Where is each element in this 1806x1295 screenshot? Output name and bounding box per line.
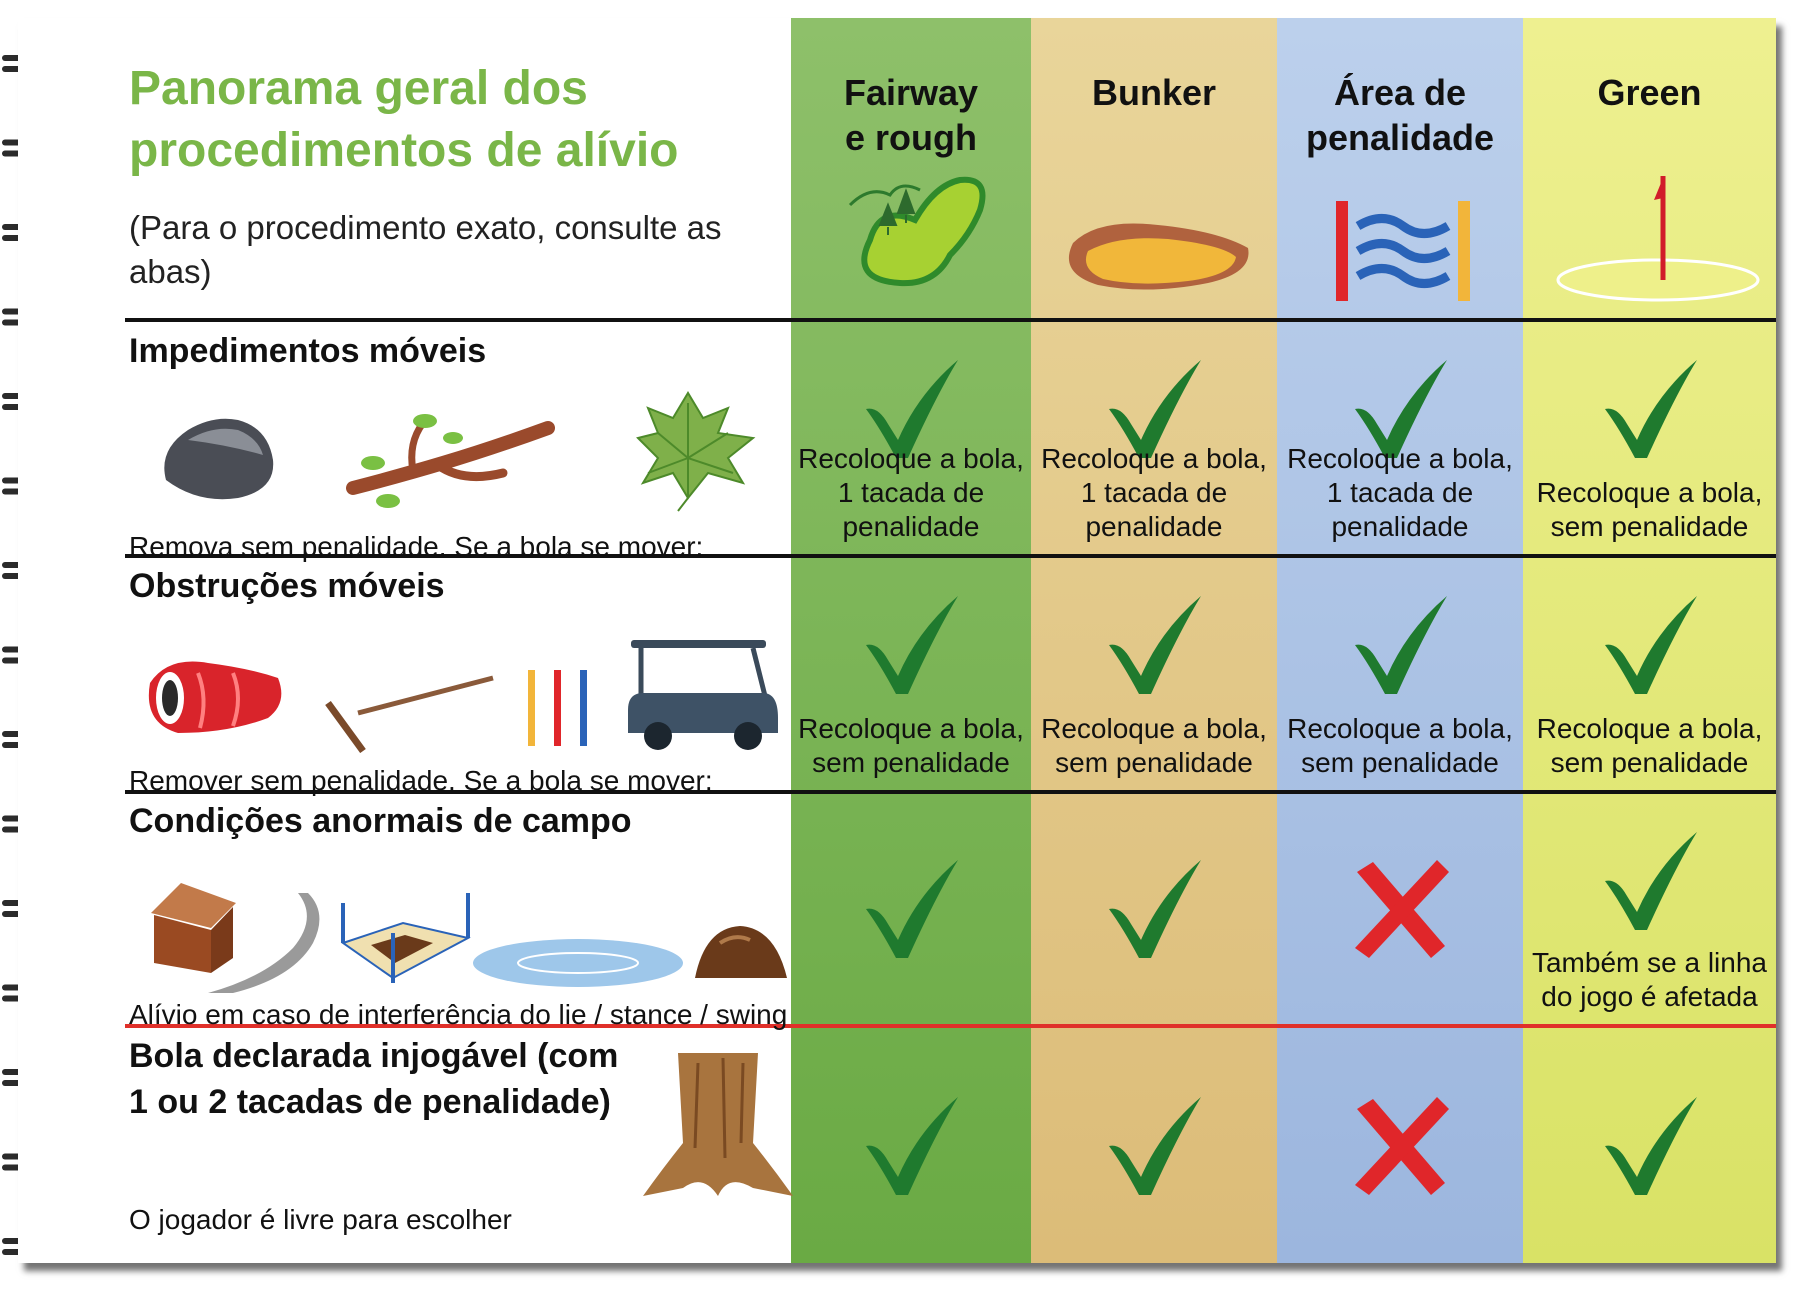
cell-note-line: Recoloque a bola,	[1041, 713, 1267, 744]
cell-note-bunker	[1031, 712, 1277, 780]
page-subtitle: (Para o procedimento exato, consulte as abas)	[129, 209, 722, 290]
cell-note-line: Recoloque a bola,	[1287, 443, 1513, 474]
rake-icon	[323, 673, 498, 753]
check-icon	[1595, 1091, 1705, 1201]
molehill-icon	[690, 918, 790, 988]
column-header-label: Fairway	[843, 72, 979, 113]
cell-note-line: sem penalidade	[1301, 747, 1499, 778]
cell-note-line: sem penalidade	[1550, 511, 1749, 542]
cell-note-line: Recoloque a bola,	[798, 443, 1024, 474]
check-icon	[1595, 354, 1705, 464]
check-icon	[1099, 590, 1209, 700]
cell-note-line: Também se a linha	[1531, 947, 1767, 978]
check-icon	[1099, 854, 1209, 964]
row-title-movable-impediments: Impedimentos móveis	[129, 332, 487, 370]
relief-procedures-card	[18, 18, 1776, 1263]
cell-note-line: sem penalidade	[1550, 747, 1749, 778]
cell-note-line: sem penalidade	[812, 747, 1010, 778]
can-icon	[138, 648, 288, 743]
path-icon	[203, 888, 323, 998]
fairway-icon	[840, 165, 990, 295]
column-header-label: Green	[1597, 72, 1702, 113]
rock-icon	[158, 410, 278, 505]
cell-note-line: 1 tacada de	[837, 477, 985, 508]
cell-note-line: penalidade	[842, 511, 980, 542]
cell-note-line: penalidade	[1085, 511, 1223, 542]
row-note: O jogador é livre para escolher	[129, 1204, 512, 1235]
leaf-icon	[618, 388, 763, 513]
column-header-label: penalidade	[1305, 117, 1495, 158]
row-title-abnormal-conditions: Condições anormais de campo	[129, 802, 632, 840]
penalty-area-icon	[1328, 196, 1478, 306]
column-header-label: Área de	[1333, 72, 1467, 113]
cell-note-bunker	[1031, 442, 1277, 544]
check-icon	[856, 854, 966, 964]
green-flag-icon	[1553, 168, 1763, 303]
check-icon	[1595, 826, 1705, 936]
row-title-unplayable-ball	[129, 1033, 618, 1125]
check-icon	[856, 590, 966, 700]
cell-note-line: Recoloque a bola,	[1041, 443, 1267, 474]
cell-note-line: do jogo é afetada	[1541, 981, 1758, 1012]
golf-cart-icon	[623, 638, 783, 753]
row-note: Alívio em caso de interferência do lie / stance / swing	[129, 999, 788, 1030]
row-title-line: Bola declarada injogável (com	[129, 1037, 619, 1075]
row-note: Remover sem penalidade. Se a bola se mover:	[129, 765, 713, 796]
check-icon	[1099, 1091, 1209, 1201]
cell-note-line: penalidade	[1331, 511, 1469, 542]
column-header-label: e rough	[845, 117, 977, 158]
page-title: Panorama geral dos procedimentos de alívio	[129, 62, 679, 177]
cross-icon	[1345, 854, 1455, 964]
water-puddle-icon	[468, 933, 688, 993]
check-icon	[1345, 590, 1455, 700]
cell-note-line: 1 tacada de	[1326, 477, 1474, 508]
cell-note-line: 1 tacada de	[1080, 477, 1228, 508]
cell-note-line: Recoloque a bola,	[1287, 713, 1513, 744]
bunker-icon	[1058, 213, 1253, 298]
column-header-green	[1523, 70, 1776, 115]
row-title-movable-obstructions: Obstruções móveis	[129, 567, 445, 605]
row-divider	[125, 318, 1776, 322]
column-header-penalty-area	[1277, 70, 1523, 160]
cell-note-fairway	[791, 442, 1031, 544]
tree-stump-icon	[643, 1048, 793, 1198]
stakes-icon	[523, 668, 598, 748]
cell-note-line: Recoloque a bola,	[1536, 477, 1763, 508]
cell-note-line: sem penalidade	[1055, 747, 1253, 778]
cell-note-penalty-area	[1277, 712, 1523, 780]
check-icon	[1595, 590, 1705, 700]
ground-under-repair-icon	[333, 883, 473, 988]
cell-note-green	[1523, 712, 1776, 780]
cell-note-penalty-area	[1277, 442, 1523, 544]
column-header-label: Bunker	[1091, 72, 1217, 113]
cell-note-green	[1523, 946, 1776, 1014]
column-header-bunker	[1031, 70, 1277, 115]
cell-note-line: Recoloque a bola,	[798, 713, 1024, 744]
branch-icon	[343, 403, 563, 513]
check-icon	[856, 1091, 966, 1201]
cell-note-fairway	[791, 712, 1031, 780]
column-header-fairway	[791, 70, 1031, 160]
cell-note-line: Recoloque a bola,	[1536, 713, 1763, 744]
row-note: Remova sem penalidade. Se a bola se mover:	[129, 531, 704, 562]
cross-icon	[1345, 1091, 1455, 1201]
row-title-line: 1 ou 2 tacadas de penalidade)	[129, 1083, 611, 1121]
cell-note-green	[1523, 476, 1776, 544]
